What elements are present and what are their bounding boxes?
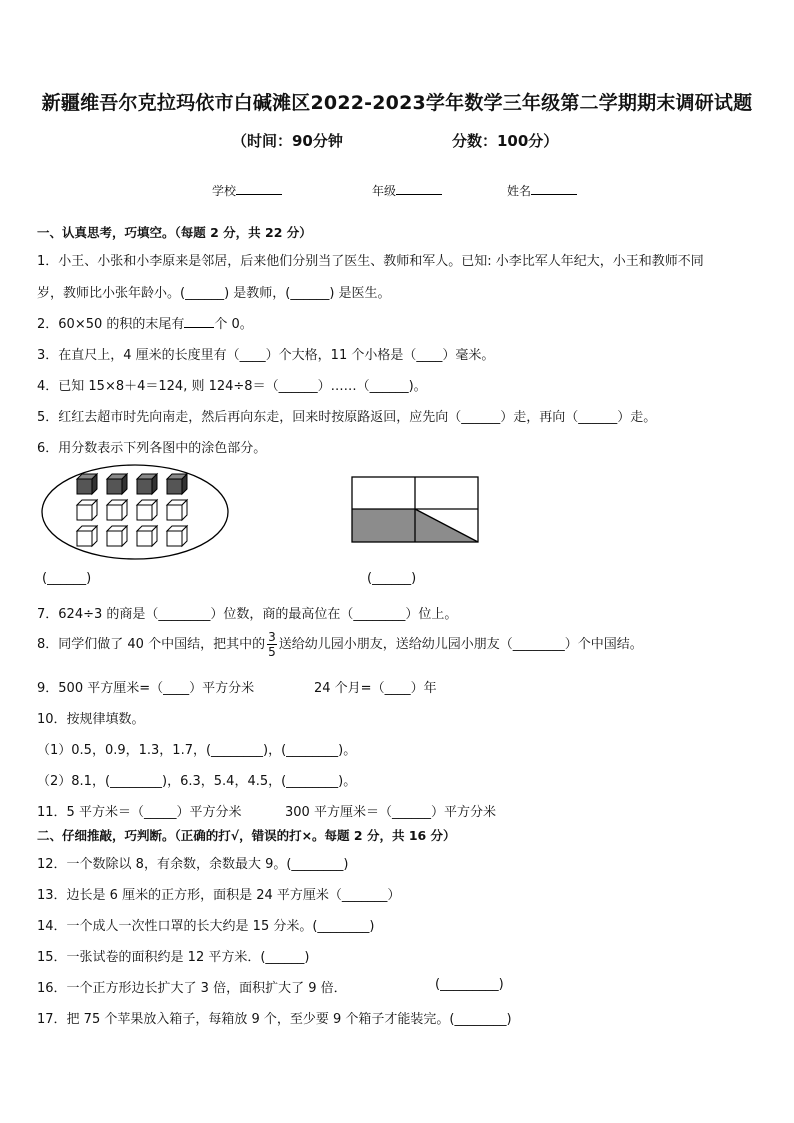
question-14: 14．一个成人一次性口罩的长大约是 15 分米。(________) <box>37 919 375 934</box>
name-blank[interactable] <box>531 183 577 195</box>
section-2-heading: 二、仔细推敲，巧判断。（正确的打√，错误的打×。每题 2 分，共 16 分） <box>37 828 456 843</box>
question-15: 15．一张试卷的面积约是 12 平方米．(______) <box>37 950 310 965</box>
shaded-cube <box>107 474 127 494</box>
question-9-text-a: 9．500 平方厘米=（____）平方分米 <box>37 681 255 696</box>
section-1-heading: 一、认真思考，巧填空。（每题 2 分，共 22 分） <box>37 225 312 240</box>
name-field <box>507 182 577 199</box>
cube <box>107 526 127 546</box>
question-12: 12．一个数除以 8，有余数，余数最大 9。(________) <box>37 857 349 872</box>
shaded-cube <box>77 474 97 494</box>
question-16-blank[interactable]: (_________) <box>435 977 504 992</box>
cube <box>137 526 157 546</box>
question-8 <box>37 630 767 659</box>
question-2 <box>37 313 767 332</box>
question-6-blank-right[interactable]: (______) <box>367 571 417 586</box>
cube <box>77 500 97 520</box>
question-6-blank-left[interactable]: (______) <box>42 571 92 586</box>
question-17: 17．把 75 个苹果放入箱子，每箱放 9 个，至少要 9 个箱子才能装完。(________) <box>37 1012 512 1027</box>
grade-field <box>372 182 442 199</box>
question-10-row-2: （2）8.1，(________)，6.3，5.4，4.5，(________)。 <box>37 774 357 789</box>
question-5: 5．红红去超市时先向南走，然后再向东走，回来时按原路返回，应先向（______）走，再向（______）走。 <box>37 410 657 425</box>
fraction-numerator: 3 <box>268 630 276 644</box>
fraction <box>267 630 277 659</box>
shaded-cube <box>137 474 157 494</box>
question-9-text-b: 24 个月=（____）年 <box>314 681 437 696</box>
school-blank[interactable] <box>236 183 282 195</box>
cube-ellipse-figure <box>40 462 230 562</box>
total-score: 分数：100分） <box>452 132 559 150</box>
cube <box>107 500 127 520</box>
cube <box>137 500 157 520</box>
question-1-line-1: 1．小王、小张和小李原来是邻居，后来他们分别当了医生、教师和军人。已知: 小李比军人年纪大，小王和教师不同 <box>37 254 704 269</box>
question-9 <box>37 677 767 696</box>
question-8-text-b: 送给幼儿园小朋友，送给幼儿园小朋友（________）个中国结。 <box>278 637 643 652</box>
shaded-cube <box>167 474 187 494</box>
cube <box>77 526 97 546</box>
grade-label: 年级 <box>372 184 397 198</box>
question-16-text-a: 16．一个正方形边长扩大了 3 倍，面积扩大了 9 倍． <box>37 981 347 996</box>
school-label: 学校 <box>212 184 237 198</box>
question-16 <box>37 977 767 996</box>
question-11-text-b: 300 平方厘米＝（______）平方分米 <box>285 805 496 820</box>
question-11 <box>37 801 767 820</box>
name-label: 姓名 <box>507 184 532 198</box>
question-6: 6．用分数表示下列各图中的涂色部分。 <box>37 441 267 456</box>
question-10-row-1: （1）0.5，0.9，1.3，1.7，(________)，(________)。 <box>37 743 357 758</box>
shaded-square <box>352 509 415 542</box>
grade-blank[interactable] <box>396 183 442 195</box>
question-11-text-a: 11．5 平方米＝（_____）平方分米 <box>37 805 242 820</box>
question-2-text-a: 2．60×50 的积的末尾有 <box>37 317 185 332</box>
exam-title: 新疆维吾尔克拉玛依市白碱滩区2022-2023学年数学三年级第二学期期末调研试题 <box>41 92 753 114</box>
question-3: 3．在直尺上，4 厘米的长度里有（____）个大格，11 个小格是（____）毫米。 <box>37 348 495 363</box>
question-1-line-2: 岁，教师比小张年龄小。(______) 是教师，(______) 是医生。 <box>37 286 391 301</box>
question-7: 7．624÷3 的商是（________）位数，商的最高位在（________）位上。 <box>37 607 458 622</box>
time-limit: （时间：90分钟 <box>232 132 343 150</box>
cube <box>167 500 187 520</box>
fraction-denominator: 5 <box>268 645 276 659</box>
question-4: 4．已知 15×8＋4＝124, 则 124÷8＝（______）……（______)。 <box>37 379 427 394</box>
question-8-text-a: 8．同学们做了 40 个中国结，把其中的 <box>37 637 266 652</box>
school-field <box>212 182 282 199</box>
question-2-text-b: 个 0。 <box>214 317 253 332</box>
question-2-blank[interactable] <box>184 316 214 328</box>
question-13: 13．边长是 6 厘米的正方形，面积是 24 平方厘米（_______） <box>37 888 401 903</box>
cube <box>167 526 187 546</box>
question-10: 10．按规律填数。 <box>37 712 145 727</box>
rectangle-fraction-figure <box>351 476 481 544</box>
